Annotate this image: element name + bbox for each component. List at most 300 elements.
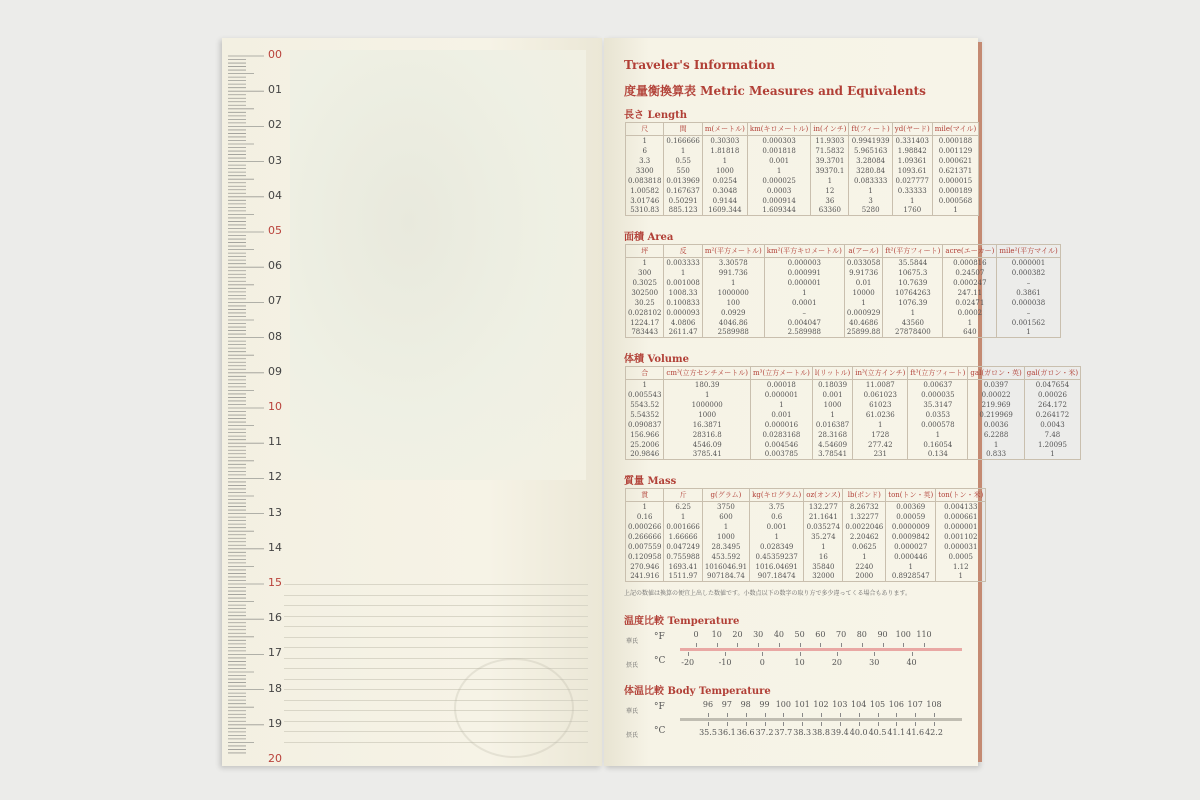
body-temperature-title: 体温比較 Body Temperature (624, 686, 771, 697)
fahrenheit-tick: 108 (926, 700, 942, 709)
table-cell: 10000 (844, 288, 882, 298)
fahrenheit-tick: 97 (721, 700, 732, 709)
page-title: Traveler's Information (624, 58, 776, 72)
table-cell: 453.592 (702, 552, 749, 562)
table-cell: 71.5832 (811, 146, 849, 156)
table-cell: 0.083333 (849, 176, 892, 186)
celsius-unit: °C (654, 656, 666, 666)
celsius-mark (762, 652, 763, 656)
table-cell: 4.0806 (664, 318, 702, 328)
column-header: acre(エーカー) (943, 245, 997, 258)
table-cell: 0.0254 (702, 176, 747, 186)
table-cell: 1.00582 (626, 186, 664, 196)
table-cell: 0.000003 (764, 258, 844, 268)
table-cell: 1 (626, 380, 664, 390)
table-cell: 0.000446 (886, 552, 936, 562)
column-header: km(キロメートル) (747, 123, 810, 136)
column-header: 反 (664, 245, 702, 258)
table-cell: 0.027777 (892, 176, 932, 186)
table-cell: 1.81818 (702, 146, 747, 156)
table-cell: 6.25 (664, 502, 702, 512)
hour-label: 04 (268, 188, 282, 202)
fahrenheit-tick: 110 (916, 630, 932, 639)
table-cell: 0.001 (812, 390, 852, 400)
table-cell: 1000 (702, 532, 749, 542)
table-cell: 156.966 (626, 430, 664, 440)
table-cell: 3280.84 (849, 166, 892, 176)
fahrenheit-tick: 98 (740, 700, 751, 709)
table-cell: – (997, 308, 1060, 318)
scale-bar (680, 648, 962, 651)
table-cell: 0.004047 (764, 318, 844, 328)
celsius-tick: 41.6 (906, 728, 925, 737)
fahrenheit-mark (903, 643, 904, 647)
table-cell: 1 (702, 522, 749, 532)
table-cell: 0.001 (750, 522, 804, 532)
table-cell: 8.26732 (843, 502, 886, 512)
hour-label: 09 (268, 364, 282, 378)
column-header: 坪 (626, 245, 664, 258)
table-cell: 0.000914 (747, 196, 810, 206)
table-cell: 0.0043 (1024, 420, 1080, 430)
fahrenheit-mark (821, 713, 822, 717)
table-cell: 0.3861 (997, 288, 1060, 298)
table-cell: 3785.41 (664, 450, 751, 460)
table-cell: 1 (811, 176, 849, 186)
table-cell: 3.28084 (849, 156, 892, 166)
table-cell: 0.000015 (932, 176, 979, 186)
table-cell: 35.3147 (908, 400, 968, 410)
fahrenheit-tick: 107 (907, 700, 923, 709)
table-cell: 1 (849, 186, 892, 196)
table-cell: 4.54609 (812, 440, 852, 450)
column-header: m(メートル) (702, 123, 747, 136)
table-cell: 4046.86 (702, 318, 764, 328)
table-cell: 0.047654 (1024, 380, 1080, 390)
table-cell: 1 (626, 136, 664, 146)
table-cell: 0.000382 (997, 268, 1060, 278)
table-cell: 1000 (702, 166, 747, 176)
table-cell: 1 (702, 278, 764, 288)
celsius-tick: 37.7 (774, 728, 793, 737)
ruler (222, 48, 268, 754)
celsius-mark (688, 652, 689, 656)
table-row (626, 196, 979, 206)
table-cell: 264.172 (1024, 400, 1080, 410)
table-cell: 0.000038 (997, 298, 1060, 308)
table-cell: 2240 (843, 562, 886, 572)
table-cell: 1 (804, 542, 843, 552)
table-cell: 0.0022046 (843, 522, 886, 532)
table-cell: 0.00637 (908, 380, 968, 390)
table-cell: 600 (702, 512, 749, 522)
table-cell: 61.0236 (853, 410, 908, 420)
celsius-tick: 20 (831, 658, 843, 667)
table-cell: 231 (853, 450, 908, 460)
table-cell: 0.0001 (764, 298, 844, 308)
fahrenheit-mark (696, 643, 697, 647)
table-cell: 247.11 (943, 288, 997, 298)
fahrenheit-tick: 106 (888, 700, 904, 709)
table-cell: 0.00018 (750, 380, 812, 390)
table-cell: 0.166666 (664, 136, 702, 146)
table-cell: 0.833 (968, 450, 1024, 460)
hour-label: 12 (268, 470, 282, 484)
table-cell: 1 (1024, 450, 1080, 460)
table-cell: 0.000929 (844, 308, 882, 318)
volume-title: 体積 Volume (624, 354, 690, 365)
table-cell: 0.000621 (932, 156, 979, 166)
table-cell: 3.01746 (626, 196, 664, 206)
table-cell: 1.12 (936, 562, 986, 572)
hour-label: 01 (268, 83, 282, 97)
column-header: m³(立方メートル) (750, 367, 812, 380)
column-header: 間 (664, 123, 702, 136)
celsius-mark (859, 722, 860, 726)
celsius-mark (746, 722, 747, 726)
fahrenheit-tick: 20 (732, 630, 743, 639)
table-cell: – (997, 278, 1060, 288)
table-cell: 0.3025 (626, 278, 664, 288)
table-cell: 25.2006 (626, 440, 664, 450)
celsius-tick: 40 (906, 658, 917, 667)
volume-table (625, 366, 1081, 460)
table-cell: 270.946 (626, 562, 664, 572)
fahrenheit-mark (924, 643, 925, 647)
table-cell: 1.609344 (747, 206, 810, 216)
fahrenheit-tick: 105 (869, 700, 886, 709)
mass-table (625, 488, 986, 582)
fahrenheit-tick: 10 (711, 630, 722, 639)
table-cell: 0.30303 (702, 136, 747, 146)
table-cell: 0.000303 (747, 136, 810, 146)
table-cell: 2.589988 (764, 328, 844, 338)
table-cell: 0.0005 (936, 552, 986, 562)
celsius-tick: 0 (759, 658, 765, 667)
fahrenheit-mark (746, 713, 747, 717)
column-header: l(リットル) (812, 367, 852, 380)
travelers-stamp-watermark (454, 658, 574, 758)
table-cell: 4546.09 (664, 440, 751, 450)
fahrenheit-tick: 50 (794, 630, 805, 639)
fahrenheit-mark (783, 713, 784, 717)
table-cell: 0.100833 (664, 298, 702, 308)
length-title: 長さ Length (624, 110, 688, 121)
table-cell: 1.09361 (892, 156, 932, 166)
table-cell: 5310.83 (626, 206, 664, 216)
column-header: in³(立方インチ) (853, 367, 908, 380)
writing-line (284, 658, 588, 659)
column-header: ft³(立方フィート) (908, 367, 968, 380)
fahrenheit-label: 華氏 (626, 708, 639, 715)
table-cell: 5.54352 (626, 410, 664, 420)
table-cell: 1 (843, 552, 886, 562)
fahrenheit-tick: 60 (815, 630, 826, 639)
hour-label: 19 (268, 716, 282, 730)
column-header: in(インチ) (811, 123, 849, 136)
fahrenheit-mark (727, 713, 728, 717)
table-cell: – (764, 308, 844, 318)
conversion-note: 上記の数値は換算の便宜上出した数値です。小数点以下の数字の取り方で多少違ってくる場合もあります。 (624, 590, 912, 597)
table-cell: 0.16054 (908, 440, 968, 450)
mass-title: 質量 Mass (624, 476, 677, 487)
table-cell: 1 (664, 512, 702, 522)
column-header: gal(ガロン・米) (1024, 367, 1080, 380)
table-row (626, 502, 986, 512)
table-row (626, 440, 1081, 450)
table-cell: 28.3495 (702, 542, 749, 552)
table-cell: 991.736 (702, 268, 764, 278)
table-cell: 0.000188 (932, 136, 979, 146)
celsius-mark (821, 722, 822, 726)
table-cell: 0.33333 (892, 186, 932, 196)
celsius-mark (837, 652, 838, 656)
table-cell: 10.7639 (883, 278, 943, 288)
writing-line (284, 647, 588, 648)
table-cell: 0.028349 (750, 542, 804, 552)
table-cell: 1093.61 (892, 166, 932, 176)
fahrenheit-mark (859, 713, 860, 717)
table-cell: 1016046.91 (702, 562, 749, 572)
table-cell: 1 (936, 572, 986, 582)
table-cell: 1 (943, 318, 997, 328)
table-cell: 0.001 (750, 410, 812, 420)
table-cell: 1000000 (702, 288, 764, 298)
column-header: m²(平方メートル) (702, 245, 764, 258)
table-header-row (626, 489, 986, 502)
table-cell: 11.9303 (811, 136, 849, 146)
area-title: 面積 Area (624, 232, 674, 243)
table-cell: 6.2288 (968, 430, 1024, 440)
table-cell: 1000 (812, 400, 852, 410)
table-cell: 0.01 (844, 278, 882, 288)
right-page (604, 38, 1079, 766)
table-cell: 1 (747, 166, 810, 176)
column-header: mile(マイル) (932, 123, 979, 136)
fahrenheit-mark (779, 643, 780, 647)
table-row (626, 420, 1081, 430)
table-cell: 1 (968, 440, 1024, 450)
table-row (626, 298, 1061, 308)
table-cell: 3.78541 (812, 450, 852, 460)
fahrenheit-mark (765, 713, 766, 717)
column-header: a(アール) (844, 245, 882, 258)
temperature-title: 温度比較 Temperature (624, 616, 740, 627)
table-cell: 0.00022 (968, 390, 1024, 400)
table-cell: 0.0283168 (750, 430, 812, 440)
table-cell: 3300 (626, 166, 664, 176)
fahrenheit-tick: 90 (877, 630, 888, 639)
open-notebook (222, 38, 1079, 766)
fahrenheit-mark (717, 643, 718, 647)
table-cell: 0.000001 (936, 522, 986, 532)
celsius-tick: 38.3 (793, 728, 812, 737)
celsius-tick: 36.1 (717, 728, 736, 737)
table-cell: 2000 (843, 572, 886, 582)
column-header: ton(トン・米) (936, 489, 986, 502)
column-header: g(グラム) (702, 489, 749, 502)
table-cell: 907.18474 (750, 572, 804, 582)
table-cell: 0.004546 (750, 440, 812, 450)
fahrenheit-label: 華氏 (626, 638, 639, 645)
table-cell: 30.25 (626, 298, 664, 308)
table-cell: 1 (664, 146, 702, 156)
celsius-mark (915, 722, 916, 726)
table-cell: 16 (804, 552, 843, 562)
table-cell: 1 (853, 420, 908, 430)
fahrenheit-tick: 40 (773, 630, 784, 639)
table-cell: 0.001102 (936, 532, 986, 542)
table-cell: 0.45359237 (750, 552, 804, 562)
table-row (626, 400, 1081, 410)
column-header: ft²(平方フィート) (883, 245, 943, 258)
table-row (626, 136, 979, 146)
column-header: kg(キログラム) (750, 489, 804, 502)
celsius-tick: 41.1 (887, 728, 906, 737)
table-cell: 11.0087 (853, 380, 908, 390)
fahrenheit-mark (820, 643, 821, 647)
table-cell: 302500 (626, 288, 664, 298)
table-cell: 10764263 (883, 288, 943, 298)
celsius-tick: 42.2 (925, 728, 943, 737)
table-cell: 1 (750, 532, 804, 542)
table-cell: 0.000189 (932, 186, 979, 196)
table-cell: 0.6 (750, 512, 804, 522)
celsius-mark (874, 652, 875, 656)
table-cell: 0.0929 (702, 308, 764, 318)
fahrenheit-tick: 80 (856, 630, 867, 639)
table-cell: 0.219969 (968, 410, 1024, 420)
hour-label: 15 (268, 576, 282, 589)
table-cell: 0.16 (626, 512, 664, 522)
table-cell: 0.000031 (936, 542, 986, 552)
table-cell: 12 (811, 186, 849, 196)
table-cell: 6 (626, 146, 664, 156)
table-cell: 28.3168 (812, 430, 852, 440)
table-cell: 0.000016 (750, 420, 812, 430)
table-cell: 39370.1 (811, 166, 849, 176)
hour-label: 00 (268, 48, 282, 61)
table-cell: 219.969 (968, 400, 1024, 410)
fahrenheit-tick: 100 (895, 630, 911, 639)
writing-line (284, 626, 588, 627)
table-cell: 16.3871 (664, 420, 751, 430)
table-cell: 0.000027 (886, 542, 936, 552)
table-cell: 1693.41 (664, 562, 702, 572)
table-cell: 1 (664, 390, 751, 400)
table-cell: 1 (886, 562, 936, 572)
fahrenheit-mark (915, 713, 916, 717)
celsius-tick: 38.8 (812, 728, 830, 737)
fahrenheit-mark (708, 713, 709, 717)
table-cell: 1 (812, 410, 852, 420)
table-cell: 0.000578 (908, 420, 968, 430)
hour-label: 16 (268, 611, 282, 625)
table-cell: 0.8928547 (886, 572, 936, 582)
fahrenheit-mark (737, 643, 738, 647)
table-cell: 0.000025 (747, 176, 810, 186)
fahrenheit-tick: 70 (835, 630, 847, 639)
table-cell: 907184.74 (702, 572, 749, 582)
fahrenheit-mark (841, 643, 842, 647)
table-row (626, 166, 979, 176)
column-header: km²(平方キロメートル) (764, 245, 844, 258)
hour-label: 10 (268, 400, 282, 413)
hour-label: 05 (268, 224, 282, 237)
fahrenheit-tick: 101 (794, 700, 810, 709)
celsius-mark (800, 652, 801, 656)
table-cell: 1 (702, 156, 747, 166)
table-row (626, 278, 1061, 288)
table-cell: 0.00369 (886, 502, 936, 512)
table-cell: 0.0009842 (886, 532, 936, 542)
table-cell: 0.0000009 (886, 522, 936, 532)
table-cell: 885.123 (664, 206, 702, 216)
table-cell: 0.3048 (702, 186, 747, 196)
table-cell: 0.033058 (844, 258, 882, 268)
table-cell: 0.000001 (750, 390, 812, 400)
table-cell: 9.91736 (844, 268, 882, 278)
writing-line (284, 605, 588, 606)
table-row (626, 390, 1081, 400)
table-row (626, 258, 1061, 268)
table-cell: 0.005543 (626, 390, 664, 400)
celsius-tick: 37.2 (755, 728, 774, 737)
table-row (626, 156, 979, 166)
fahrenheit-tick: 102 (813, 700, 829, 709)
table-cell: 1 (664, 268, 702, 278)
table-cell: 0.000991 (764, 268, 844, 278)
table-cell: 0.55 (664, 156, 702, 166)
table-cell: 132.277 (804, 502, 843, 512)
celsius-mark (802, 722, 803, 726)
fahrenheit-mark (934, 713, 935, 717)
fahrenheit-tick: 99 (759, 700, 770, 709)
table-cell: 1 (932, 206, 979, 216)
table-cell: 35.5844 (883, 258, 943, 268)
table-cell: 640 (943, 328, 997, 338)
table-cell: 277.42 (853, 440, 908, 450)
table-cell: 61023 (853, 400, 908, 410)
table-cell: 1016.04691 (750, 562, 804, 572)
fahrenheit-unit: °F (654, 632, 665, 642)
table-cell: 0.00059 (886, 512, 936, 522)
table-cell: 783443 (626, 328, 664, 338)
table-cell: 32000 (804, 572, 843, 582)
table-cell: 1728 (853, 430, 908, 440)
table-cell: 0.167637 (664, 186, 702, 196)
celsius-tick: 30 (869, 658, 880, 667)
table-cell: 5543.52 (626, 400, 664, 410)
table-cell: 1 (750, 400, 812, 410)
table-header-row (626, 245, 1061, 258)
left-page (222, 38, 602, 766)
table-cell: 1 (908, 430, 968, 440)
celsius-tick: 35.5 (699, 728, 717, 737)
table-row (626, 318, 1061, 328)
column-header: 貫 (626, 489, 664, 502)
fahrenheit-mark (862, 643, 863, 647)
table-cell: 5280 (849, 206, 892, 216)
table-header-row (626, 123, 979, 136)
hour-label: 03 (268, 153, 282, 167)
scale-bar (680, 718, 962, 721)
table-cell: 0.000247 (943, 278, 997, 288)
table-row (626, 522, 986, 532)
table-cell: 0.028102 (626, 308, 664, 318)
celsius-unit: °C (654, 726, 666, 736)
table-cell: 0.001666 (664, 522, 702, 532)
